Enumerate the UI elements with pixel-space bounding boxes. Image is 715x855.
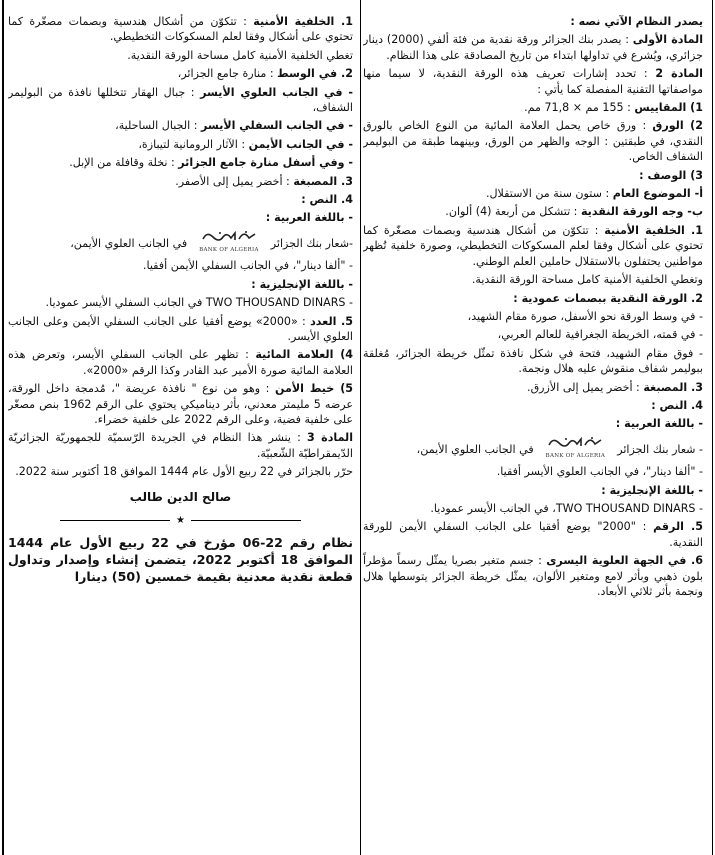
vertical-item: - فوق مقام الشهيد، فتحة في شكل نافذة تمثّل خريطة الجزائر، مُغلقة ببوليمر شفاف منقوش عليه هلال ونجمة. (363, 346, 703, 376)
article-3: المادة 3 : ينشر هذا النظام في الجريدة الرّسميّة للجمهوريّة الجزائريّة الدّيمقراطيّة الشّعبيّة. (8, 431, 353, 460)
signature: صالح الدين طالب (129, 489, 232, 504)
alfa-dinar: - "ألفا دينار"، في الجانب العلوي الأيسر أفقيا. (496, 465, 703, 479)
left-column (8, 14, 353, 855)
background-cover: وتغطي الخلفية الأمنية كامل مساحة الورقة النقدية. (471, 273, 703, 287)
separator-line (60, 520, 170, 521)
dimensions: 1) المقاييس : 155 مم × 71,8 مم. (524, 101, 703, 115)
vertical-item: - في وسط الورقة نحو الأسفل، صورة مقام الشهيد، (467, 309, 703, 323)
bank-logo-icon (201, 229, 257, 243)
background-cover: تغطي الخلفية الأمنية كامل مساحة الورقة النقدية. (127, 48, 353, 62)
article-1: المادة الأولى : يصدر بنك الجزائر ورقة نقدية من فئة ألفي (2000) دينار جزائري، ويُشرع في تداولها ابتداء من تاريخ المصادقة على هذا النظام. (363, 33, 703, 62)
arabic-heading: - باللغة العربية : (615, 417, 703, 431)
security-background: 1. الخلفية الأمنية : تتكوّن من أشكال هندسية وبصمات مصغّرة كما تحتوي على أشكال وفقا لعلم المسكوكات التخطيطي، وصورة خلفية تُظهر مواطنين يحتفلون بالاستقلال حاملين العلم الوطني. (363, 223, 703, 268)
arabic-heading: - باللغة العربية : (265, 211, 353, 225)
text-heading: 4. النص : (651, 398, 703, 412)
right-column (363, 14, 703, 855)
ink: 3. المصبغة : أخضر يميل إلى الأزرق. (527, 380, 703, 394)
paper: 2) الورق : ورق خاص يحمل العلامة المائية من النوع الخاص بالورق النقدي، في طبقتين : الوجه والظهر من الورق، وبينهما طبقة من البوليمر الشفاف الخاص. (363, 119, 703, 164)
description-heading: 3) الوصف : (639, 168, 703, 182)
lower-left: - في الجانب السفلي الأيسر : الجبال الساحلية، (115, 119, 353, 133)
separator-line (191, 520, 301, 521)
english-heading: - باللغة الإنجليزية : (601, 483, 703, 497)
bank-of-algeria-logo: BANK OF ALGERIA (546, 435, 606, 464)
text-heading: 4. النص : (301, 193, 353, 207)
number: 5. الرقم : "2000" يوضع أفقيا على الجانب السفلي الأيمن للورقة النقدية. (363, 520, 703, 549)
done-at: حرّر بالجزائر في 22 ربيع الأول عام 1444 الموافق 18 أكتوبر سنة 2022. (15, 465, 353, 479)
upper-left: - في الجانب العلوي الأيسر : جبال الهقار تتخللها نافذة من البوليمر الشفاف، (8, 85, 353, 115)
security-background: 1. الخلفية الأمنية : تتكوّن من أشكال هندسية وبصمات مصغّرة كما تحتوي على أشكال وفقا لعلم المسكوكات التخطيطي. (8, 15, 353, 44)
page-frame-left (2, 0, 4, 855)
watermark: 4) العلامة المائية : تظهر على الجانب السفلي الأيسر، وتعرض هذه العلامة المائية صورة الأمير عبد القادر وكذا الرقم «2000». (8, 348, 353, 377)
bank-of-algeria-logo: BANK OF ALGERIA (199, 229, 259, 258)
english-text: - TWO THOUSAND DINARS، في الجانب الأيسر عموديا. (430, 501, 703, 515)
optically-variable: 6. في الجهة العلوية اليسرى : جسم متغير بصريا يمثّل رسماً مؤطراً بلون ذهبي وبأثر لامع ومتغير الألوان، يمثّل خريطة الجزائر يتوسطها هلال ونجمة بأثر ثلاثي الأبعاد. (363, 554, 703, 598)
separator (8, 513, 353, 528)
column-divider (360, 0, 361, 855)
number: 5. العدد : «2000» يوضع أفقيا على الجانب السفلي الأيمن وعلى الجانب العلوي الأيسر. (8, 314, 353, 343)
middle: 2. في الوسط : منارة جامع الجزائر، (177, 67, 353, 81)
front-side: ب- وجه الورقة النقدية : تتشكل من أربعة (4) ألوان. (445, 205, 703, 219)
article-2: المادة 2 : تحدد إشارات تعريف هذه الورقة النقدية، لا سيما منها مواصفاتها التقنية المفصلة كما يأتي : (363, 67, 703, 96)
bank-logo-line: -شعار بنك الجزائر BANK OF ALGERIA في الجانب العلوي الأيمن، (8, 229, 353, 258)
english-text: - TWO THOUSAND DINARS في الجانب السفلي الأيسر عموديا. (45, 296, 353, 310)
bank-logo-icon (547, 435, 603, 449)
right-side: - في الجانب الأيمن : الآثار الرومانية لتيبازة، (138, 137, 353, 151)
ink: 3. المصبغة : أخضر يميل إلى الأصفر. (175, 174, 353, 188)
alfa-dinar: - "ألفا دينار"، في الجانب السفلي الأيمن أفقيا. (142, 259, 353, 273)
bank-logo-line: - شعار بنك الجزائر BANK OF ALGERIA في الجانب العلوي الأيمن، (363, 435, 703, 464)
vertical-prints-heading: 2. الورقة النقدية ببصمات عمودية : (513, 291, 703, 305)
vertical-item: - في قمته، الخريطة الجغرافية للعالم العربي، (497, 328, 703, 342)
decree-title: نظام رقم 22-06 مؤرخ في 22 ربيع الأول عام 1444 الموافق 18 أكتوبر 2022، يتضمن إنشاء وإصدار وتداول قطعة نقدية معدنية بقيمة خمسين (50) دينارا (8, 535, 353, 585)
general-theme: أ- الموضوع العام : ستون سنة من الاستقلال. (485, 187, 703, 201)
minaret-bottom: - وفي أسفل منارة جامع الجزائر : نخلة وقافلة من الإبل. (69, 156, 353, 170)
page-frame-right (712, 0, 714, 855)
header-line: يصدر النظام الآتي نصه : (570, 15, 703, 28)
english-heading: - باللغة الإنجليزية : (251, 277, 353, 291)
star-icon: ★ (176, 514, 185, 526)
security-thread: 5) خيط الأمن : وهو من نوع " نافذة عريضة "، مُدمجة داخل الورقة، عرضه 5 مليمتر معدني، بأثر ديناميكي يحتوي على الرقم 1962 بنص مصغّر على خلفية فضية، وعلى الرقم 2022 على خلفية خضراء. (8, 382, 353, 426)
